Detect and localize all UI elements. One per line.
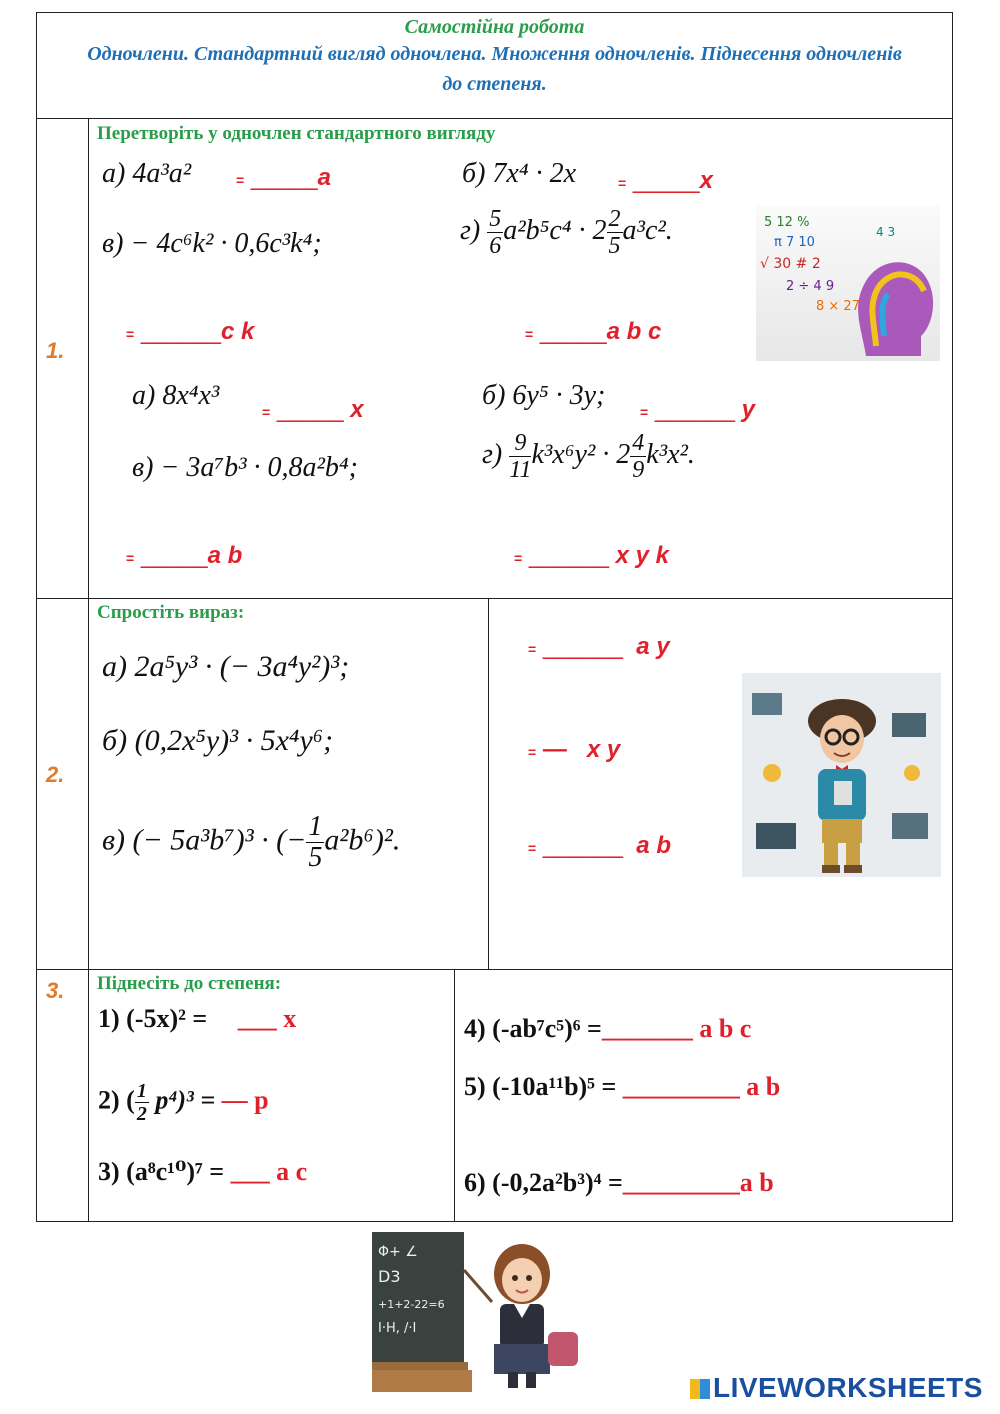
eq-sign: = — [528, 641, 537, 657]
task1-number: 1. — [46, 338, 65, 363]
expr-text: (− 5a³b⁷)³ · (− — [132, 823, 307, 857]
answer-a2[interactable] — [262, 396, 364, 424]
item-expr: 4) (-ab⁷c⁵)⁶ = — [464, 1014, 602, 1043]
eq-sign: = — [528, 840, 537, 856]
task1-expr-v2 — [132, 452, 358, 484]
table-border-right — [952, 12, 953, 1222]
fraction — [135, 1080, 149, 1125]
fraction — [509, 430, 531, 483]
expr-text: − 4c⁶k² · 0,6c³k⁴; — [130, 228, 322, 259]
answer-vars-g1: a b c — [606, 318, 662, 345]
eq-sign: = — [236, 172, 245, 188]
answer-2a[interactable] — [528, 633, 670, 661]
eq-sign: = — [126, 550, 135, 566]
answer-blank-3-5[interactable]: _________ — [622, 1072, 740, 1101]
item-expr: 2) ( — [98, 1085, 135, 1115]
task1-expr-v1 — [102, 228, 322, 260]
boy-image — [742, 673, 941, 877]
task1-expr-g2 — [482, 430, 695, 483]
item-expr: 1) (-5x)² = — [98, 1004, 208, 1033]
expr-text: k³x⁶y² · 2 — [531, 438, 631, 470]
answer-2v[interactable] — [528, 832, 671, 860]
task1-expr-b1 — [462, 158, 576, 190]
expr-text: a²b⁶)². — [324, 823, 401, 857]
eq-sign: = — [640, 404, 649, 420]
fraction-numerator: 2 — [608, 206, 621, 232]
fraction-denominator: 2 — [136, 1103, 147, 1125]
expr-text: a²b⁵c⁴ · 2 — [503, 214, 607, 246]
fraction-numerator: 5 — [489, 206, 502, 232]
answer-vars-a1: a — [317, 164, 331, 191]
expr-text: 2a⁵y³ · (− 3a⁴y²)³; — [134, 650, 350, 683]
expr-text: 7x⁴ · 2x — [492, 158, 576, 189]
fraction — [306, 812, 324, 873]
task1-expr-a2 — [132, 380, 219, 412]
expr-label: г) — [482, 438, 503, 470]
answer-blank-2b[interactable]: — — [542, 736, 567, 763]
expr-label: а) — [102, 158, 126, 189]
number-column-divider — [88, 118, 89, 1222]
answer-vars-3-1: x — [283, 1004, 297, 1033]
liveworksheets-logo-icon — [690, 1379, 710, 1399]
svg-text:π 7 10: π 7 10 — [774, 235, 815, 250]
answer-vars-3-3: a c — [276, 1157, 308, 1186]
answer-2b[interactable] — [528, 736, 620, 764]
worksheet-header — [36, 12, 953, 118]
answer-b1[interactable] — [618, 167, 713, 195]
answer-v1[interactable] — [126, 318, 254, 346]
task3-number: 3. — [46, 978, 65, 1003]
answer-blank-a2[interactable]: _____ — [276, 396, 344, 423]
item-expr: 5) (-10a¹¹b)⁵ = — [464, 1072, 617, 1101]
expr-label: б) — [462, 158, 486, 189]
item-expr: p⁴)³ = — [155, 1085, 216, 1115]
answer-blank-3-3[interactable]: ___ — [230, 1157, 270, 1186]
task3-item-3 — [98, 1157, 307, 1187]
expr-label: б) — [102, 724, 128, 757]
answer-blank-v1[interactable]: ______ — [140, 318, 221, 345]
table-border-bottom — [36, 1221, 953, 1222]
task1-heading: Перетворіть у одночлен стандартного вигляду — [97, 123, 496, 144]
svg-text:D3: D3 — [378, 1267, 401, 1286]
answer-v2[interactable] — [126, 542, 242, 570]
task2-heading: Спростіть вираз: — [97, 602, 245, 623]
task3-heading: Піднесіть до степеня: — [97, 973, 282, 994]
task2-expr-a — [102, 650, 349, 684]
fraction-numerator: 1 — [308, 811, 323, 842]
fraction-numerator: 1 — [136, 1080, 147, 1102]
boy-illustration — [742, 673, 941, 877]
fraction-denominator: 11 — [509, 457, 532, 483]
expr-label: б) — [482, 380, 506, 411]
task3-item-6 — [464, 1168, 774, 1198]
eq-sign: = — [528, 744, 537, 760]
eq-sign: = — [262, 404, 271, 420]
row-divider-2 — [36, 969, 953, 970]
task3-item-4 — [464, 1014, 751, 1044]
fraction-numerator: 4 — [632, 430, 645, 456]
svg-text:4 3: 4 3 — [876, 225, 896, 239]
answer-vars-2v: a b — [636, 832, 671, 859]
expr-text: − 3a⁷b³ · 0,8a²b⁴; — [160, 452, 358, 483]
fraction — [630, 430, 646, 483]
liveworksheets-logo — [690, 1372, 983, 1404]
answer-vars-b2: y — [741, 396, 755, 423]
table-border-left — [36, 12, 37, 1222]
expr-label: в) — [102, 228, 124, 259]
expr-text: 4a³a² — [132, 158, 192, 189]
answer-blank-g1[interactable]: _____ — [539, 318, 607, 345]
task2-column-divider — [488, 598, 489, 970]
eq-sign: = — [126, 326, 135, 342]
item-expr: 3) (a⁸c¹⁰)⁷ = — [98, 1157, 225, 1186]
answer-blank-3-2[interactable]: — — [221, 1085, 248, 1115]
answer-vars-3-4: a b c — [699, 1014, 752, 1043]
answer-vars-a2: x — [350, 396, 364, 423]
answer-vars-3-5: a b — [746, 1072, 781, 1101]
svg-text:5 12 %: 5 12 % — [764, 215, 810, 230]
svg-text:√ 30 # 2: √ 30 # 2 — [760, 256, 821, 272]
expr-text: k³x². — [646, 438, 695, 470]
answer-blank-2v[interactable]: ______ — [542, 832, 623, 859]
answer-vars-2b: x y — [586, 736, 621, 763]
answer-blank-g2[interactable]: ______ — [528, 542, 609, 569]
worksheet-subtitle: Одночлени. Стандартний вигляд одночлена. Множення одночленів. Піднесення одночленів до степеня. — [87, 43, 902, 95]
task2-expr-v — [102, 812, 400, 873]
task3-column-divider — [454, 969, 455, 1222]
answer-vars-g2: x y k — [615, 542, 670, 569]
answer-blank-3-4[interactable]: _______ — [601, 1014, 693, 1043]
fraction-denominator: 5 — [608, 233, 621, 259]
answer-g1[interactable] — [525, 318, 661, 346]
teacher-image — [372, 1232, 592, 1392]
svg-text:8 × 27: 8 × 27 — [816, 299, 860, 314]
numbers-head-image — [756, 206, 940, 361]
row-divider-1 — [36, 598, 953, 599]
expr-text: a³c². — [622, 214, 673, 246]
answer-a1[interactable] — [236, 164, 331, 192]
svg-text:+1+2-22=6: +1+2-22=6 — [378, 1298, 445, 1311]
answer-blank-3-6[interactable]: _________ — [622, 1168, 740, 1197]
answer-vars-b1: x — [699, 167, 713, 194]
answer-blank-v2[interactable]: _____ — [140, 542, 208, 569]
numbers-head-illustration — [756, 206, 940, 361]
svg-text:2 ÷ 4 9: 2 ÷ 4 9 — [786, 279, 835, 294]
expr-label: а) — [132, 380, 156, 411]
fraction-denominator: 5 — [308, 842, 323, 873]
task2-expr-b — [102, 724, 333, 758]
fraction — [487, 206, 503, 259]
answer-g2[interactable] — [514, 542, 669, 570]
answer-b2[interactable] — [640, 396, 755, 424]
task3-item-2 — [98, 1080, 269, 1125]
task1-expr-g1 — [460, 206, 673, 259]
fraction-denominator: 9 — [632, 457, 645, 483]
fraction-numerator: 9 — [509, 430, 531, 457]
task1-expr-b2 — [482, 380, 605, 412]
answer-vars-v2: a b — [207, 542, 243, 569]
item-expr: 6) (-0,2a²b³)⁴ = — [464, 1168, 623, 1197]
fraction-denominator: 6 — [489, 233, 502, 259]
expr-text: (0,2x⁵y)³ · 5x⁴y⁶; — [134, 724, 334, 757]
answer-vars-3-6: a b — [739, 1168, 774, 1197]
eq-sign: = — [618, 175, 627, 191]
svg-text:I·H, /·I: I·H, /·I — [378, 1321, 417, 1336]
answer-blank-2a[interactable]: ______ — [542, 633, 623, 660]
task3-item-1 — [98, 1004, 296, 1034]
expr-text: 6y⁵ · 3y; — [512, 380, 606, 411]
task1-expr-a1 — [102, 158, 191, 190]
worksheet-title: Самостійна робота — [404, 16, 585, 38]
task2-number: 2. — [46, 762, 65, 787]
teacher-illustration — [372, 1232, 592, 1392]
svg-text:Φ+ ∠: Φ+ ∠ — [378, 1244, 418, 1260]
eq-sign: = — [514, 550, 523, 566]
answer-vars-2a: a y — [636, 633, 670, 660]
eq-sign: = — [525, 326, 534, 342]
logo-text: LIVEWORKSHEETS — [713, 1372, 983, 1403]
row-divider-header — [36, 118, 953, 119]
expr-label: в) — [132, 452, 154, 483]
answer-vars-3-2: p — [254, 1085, 269, 1115]
task3-item-5 — [464, 1072, 780, 1102]
fraction — [607, 206, 623, 259]
answer-vars-v1: c k — [220, 318, 255, 345]
expr-label: г) — [460, 214, 481, 246]
expr-label: а) — [102, 650, 127, 683]
expr-label: в) — [102, 823, 126, 857]
answer-blank-b2[interactable]: ______ — [654, 396, 735, 423]
answer-blank-a1[interactable]: _____ — [250, 164, 318, 191]
expr-text: 8x⁴x³ — [162, 380, 220, 411]
answer-blank-b1[interactable]: _____ — [632, 167, 700, 194]
answer-blank-3-1[interactable]: ___ — [237, 1004, 277, 1033]
